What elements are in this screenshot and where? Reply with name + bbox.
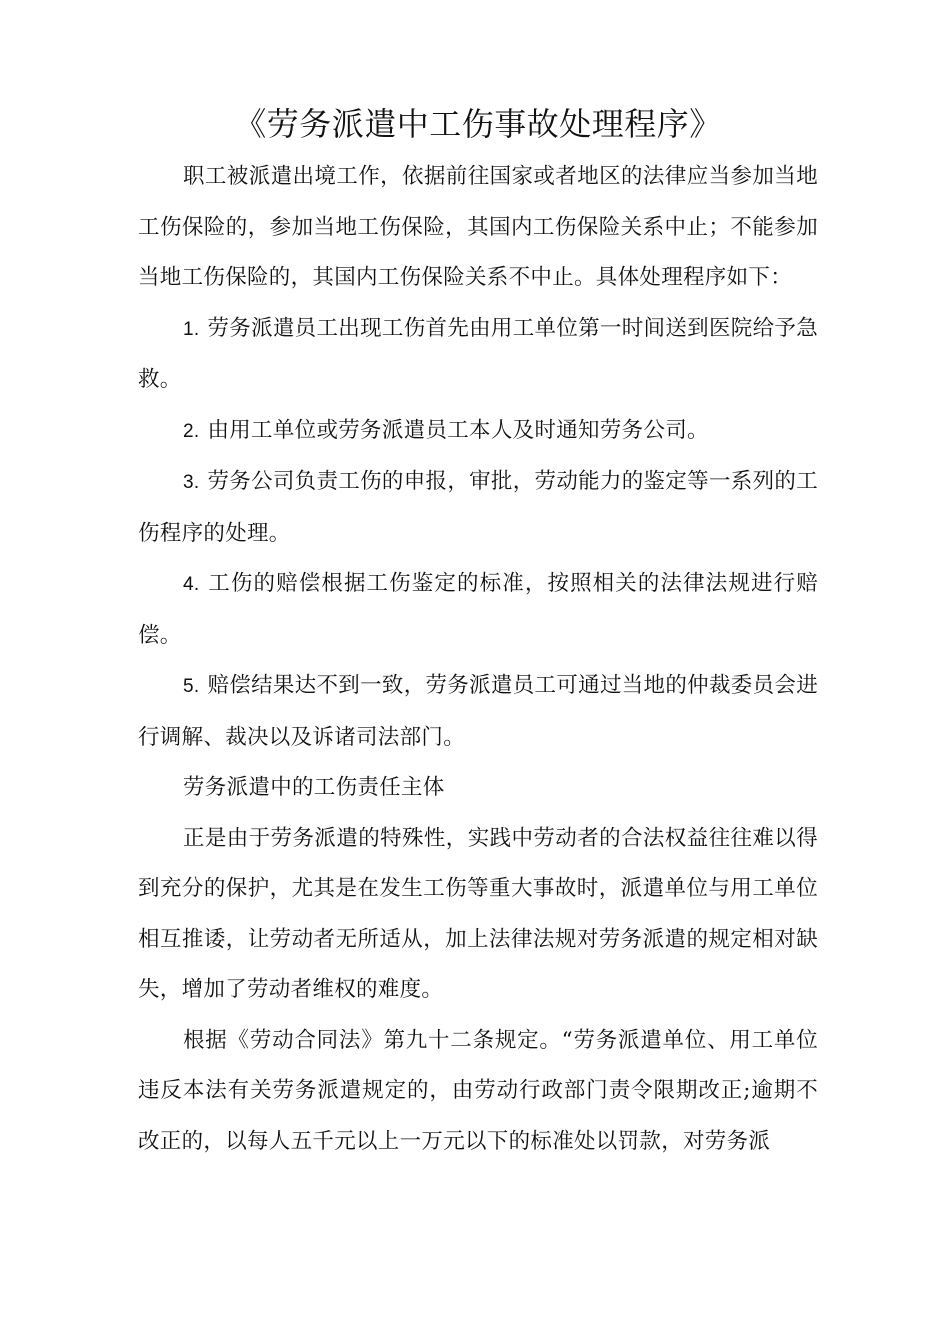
document-page: [138, 98, 818, 1167]
body-paragraph-law-article: 根据《劳动合同法》第九十二条规定。“劳务派遣单位、用工单位违反本法有关劳务派遣规定的，由劳动行政部门责令限期改正;逾期不改正的，以每人五千元以上一万元以下的标准处以罚款，对劳务派: [138, 1027, 818, 1154]
step-number: 4.: [183, 574, 200, 595]
section-heading: 劳务派遣中的工伤责任主体: [183, 775, 445, 800]
step-text: 劳务派遣员工出现工伤首先由用工单位第一时间送到医院给予急救。: [138, 315, 818, 392]
step-item: [138, 559, 818, 661]
step-item: [138, 304, 818, 406]
step-text: 工伤的赔偿根据工伤鉴定的标准，按照相关的法律法规进行赔偿。: [138, 571, 818, 648]
step-number: 5.: [183, 676, 200, 697]
document-title: 《劳务派遣中工伤事故处理程序》: [234, 105, 722, 143]
step-text: 赔偿结果达不到一致，劳务派遣员工可通过当地的仲裁委员会进行调解、裁决以及诉诸司法部门。: [138, 673, 818, 750]
step-number: 1.: [183, 318, 200, 340]
step-item: [138, 406, 818, 458]
step-text: 由用工单位或劳务派遣员工本人及时通知劳务公司。: [207, 417, 709, 443]
step-text: 劳务公司负责工伤的申报，审批，劳动能力的鉴定等一系列的工伤程序的处理。: [138, 469, 818, 546]
step-number: 2.: [183, 420, 200, 442]
intro-paragraph: 职工被派遣出境工作，依据前往国家或者地区的法律应当参加当地工伤保险的，参加当地工伤保险，其国内工伤保险关系中止；不能参加当地工伤保险的，其国内工伤保险关系不中止。具体处理程序如下：: [138, 164, 818, 290]
body-paragraph-responsibility: 正是由于劳务派遣的特殊性，实践中劳动者的合法权益往往难以得到充分的保护，尤其是在发生工伤等重大事故时，派遣单位与用工单位相互推诿，让劳动者无所适从，加上法律法规对劳务派遣的规定相对缺失，增加了劳动者维权的难度。: [138, 825, 818, 1002]
procedure-steps: [138, 304, 818, 764]
step-item: [138, 457, 818, 559]
step-number: 3.: [183, 472, 200, 493]
step-item: [138, 661, 818, 763]
